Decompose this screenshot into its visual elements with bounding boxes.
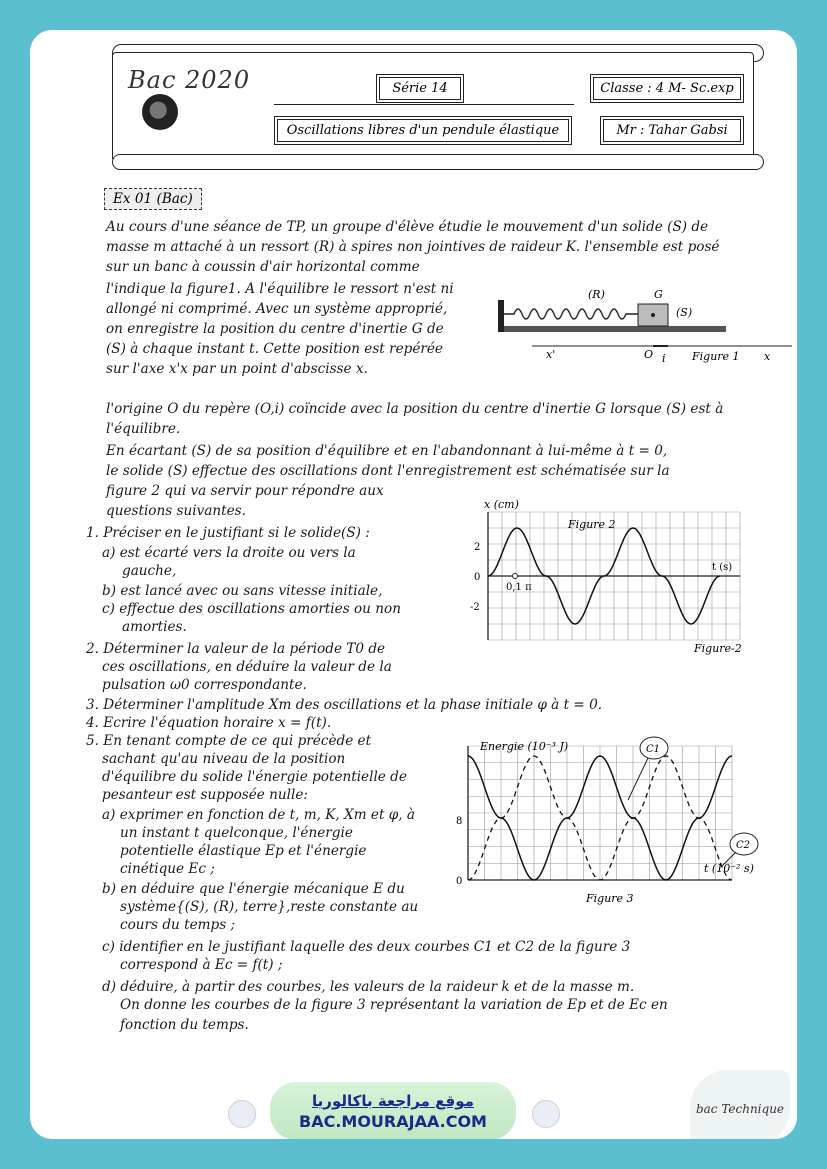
figure-3-ylabel: Energie (10⁻³ J) <box>480 740 569 753</box>
intro-line-2: masse m attaché à un ressort (R) à spires non jointives de raideur K. l'ensemble est posé <box>106 239 720 255</box>
teacher-name: Mr : Tahar Gabsi <box>603 119 741 142</box>
footer-url-link[interactable]: BAC.MOURAJAA.COM <box>299 1112 487 1131</box>
q5-b-2: système{(S), (R), terre},reste constante au <box>120 899 419 915</box>
figure-1-caption: Figure 1 <box>692 350 740 363</box>
figure-2-xlabel: t (s) <box>712 562 733 573</box>
bac-logo: Bac 2020 <box>128 66 251 94</box>
label-O: O <box>644 348 654 361</box>
scroll-bottom-roll <box>112 154 764 170</box>
intro-left-2: allongé ni comprimé. Avec un système approprié, <box>106 301 448 317</box>
q5-d-2: On donne les courbes de la figure 3 représentant la variation de Ep et de Ec en <box>120 997 668 1013</box>
intro2-line-5: figure 2 qui va servir pour répondre aux <box>106 483 384 499</box>
q3: 3. Déterminer l'amplitude Xm des oscillations et la phase initiale φ à t = 0. <box>86 697 603 713</box>
intro2-line-3: En écartant (S) de sa position d'équilibre et en l'abandonnant à lui-même à t = 0, <box>106 443 668 459</box>
q5-b-3: cours du temps ; <box>120 917 236 933</box>
figure-2-ytick-minus2: -2 <box>470 602 480 613</box>
figure-1-diagram <box>492 286 792 366</box>
bac-technique-logo <box>690 1070 790 1139</box>
q5-a-4: cinétique Ec ; <box>120 861 215 877</box>
wall-support <box>498 300 504 332</box>
figure-2-caption: Figure-2 <box>694 642 742 655</box>
q4: 4. Ecrire l'équation horaire x = f(t). <box>86 715 332 731</box>
q2-line-2: ces oscillations, en déduire la valeur de la <box>102 659 392 675</box>
label-x: x <box>764 350 771 363</box>
figure-2-chart <box>450 494 750 656</box>
q5-a-2: un instant t quelconque, l'énergie <box>120 825 353 841</box>
footer-seal-right-icon <box>532 1100 560 1128</box>
q5-c-1: c) identifier en le justifiant laquelle des deux courbes C1 et C2 de la figure 3 <box>102 939 631 955</box>
q2-line-3: pulsation ω0 correspondante. <box>102 677 307 693</box>
legend-c1-label: C1 <box>646 744 661 755</box>
intro-line-1: Au cours d'une séance de TP, un groupe d'élève étudie le mouvement d'un solide (S) de <box>106 219 709 235</box>
title-box <box>274 116 572 145</box>
label-i: i <box>662 352 666 365</box>
q5-c-2: correspond à Ec = f(t) ; <box>120 957 283 973</box>
intro-left-1: l'indique la figure1. A l'équilibre le ressort n'est ni <box>106 281 454 297</box>
figure-3-ytick-0: 0 <box>456 876 463 887</box>
intro2-line-6: questions suivantes. <box>106 503 246 519</box>
q1-c: c) effectue des oscillations amorties ou non <box>102 601 401 617</box>
intro-line-3: sur un banc à coussin d'air horizontal comme <box>106 259 420 275</box>
figure-3-ytick-8: 8 <box>456 816 463 827</box>
figure-3-title: Figure 3 <box>586 892 634 905</box>
exercise-title: Ex 01 (Bac) <box>104 188 202 210</box>
intro-left-5: sur l'axe x'x par un point d'abscisse x. <box>106 361 368 377</box>
q1-a: a) est écarté vers la droite ou vers la <box>102 545 356 561</box>
worksheet-page <box>30 30 797 1139</box>
q5-a-3: potentielle élastique Ep et l'énergie <box>120 843 367 859</box>
figure-2-ylabel: x (cm) <box>484 498 519 511</box>
figure-3-chart <box>448 734 778 906</box>
classe-label: Classe : 4 M- Sc.exp <box>593 77 741 100</box>
air-bench <box>504 326 726 332</box>
intro-left-4: (S) à chaque instant t. Cette position est repérée <box>106 341 443 357</box>
q5-line-4: pesanteur est supposée nulle: <box>102 787 309 803</box>
figure-2-ytick-0: 0 <box>474 572 481 583</box>
label-x-prime: x' <box>546 348 556 361</box>
q1-b: b) est lancé avec ou sans vitesse initiale, <box>102 583 383 599</box>
label-G: G <box>654 288 663 301</box>
q5-line-2: sachant qu'au niveau de la position <box>102 751 346 767</box>
divider-line <box>274 104 574 105</box>
q2-line-1: 2. Déterminer la valeur de la période T0 de <box>86 641 386 657</box>
q1-line-1: 1. Préciser en le justifiant si le solide(S) : <box>86 525 370 541</box>
intro2-line-1: l'origine O du repère (O,i) coïncide avec la position du centre d'inertie G lorsque (S) est à <box>106 401 724 417</box>
teacher-box <box>600 116 744 145</box>
figure-2-xtick: 0,1 π <box>506 582 532 593</box>
q1-c-cont: amorties. <box>122 619 187 635</box>
footer-seal-left-icon <box>228 1100 256 1128</box>
classe-box <box>590 74 744 103</box>
q5-d-1: d) déduire, à partir des courbes, les valeurs de la raideur k et de la masse m. <box>102 979 635 995</box>
legend-c2-label: C2 <box>736 840 751 851</box>
figure-2-ytick-2: 2 <box>474 542 481 553</box>
intro-left-3: on enregistre la position du centre d'inertie G de <box>106 321 444 337</box>
intro2-line-2: l'équilibre. <box>106 421 181 437</box>
figure-2-title: Figure 2 <box>568 518 616 531</box>
q5-line-1: 5. En tenant compte de ce qui précède et <box>86 733 372 749</box>
legend-c1-pointer <box>628 758 648 800</box>
spring-icon <box>504 309 638 319</box>
q5-d-3: fonction du temps. <box>120 1017 249 1033</box>
serie-label: Série 14 <box>379 77 461 100</box>
center-of-mass-dot <box>651 313 655 317</box>
emblem-icon <box>142 94 178 130</box>
footer-banner[interactable] <box>270 1082 516 1139</box>
bac-technique-text: bac Technique <box>695 1102 785 1116</box>
serie-box <box>376 74 464 103</box>
label-R: (R) <box>588 288 605 301</box>
label-S: (S) <box>676 306 693 319</box>
figure-3-xlabel: t (10⁻² s) <box>704 862 754 875</box>
footer-arabic-title: موقع مراجعة باكالوريا <box>312 1092 474 1110</box>
chapter-title: Oscillations libres d'un pendule élastique <box>277 119 569 142</box>
q5-line-3: d'équilibre du solide l'énergie potentielle de <box>102 769 407 785</box>
figure-2-tick-marker <box>513 574 518 579</box>
q5-b-1: b) en déduire que l'énergie mécanique E du <box>102 881 405 897</box>
q1-a-cont: gauche, <box>122 563 177 579</box>
q5-a-1: a) exprimer en fonction de t, m, K, Xm et φ, à <box>102 807 416 823</box>
intro2-line-4: le solide (S) effectue des oscillations dont l'enregistrement est schématisée sur la <box>106 463 670 479</box>
